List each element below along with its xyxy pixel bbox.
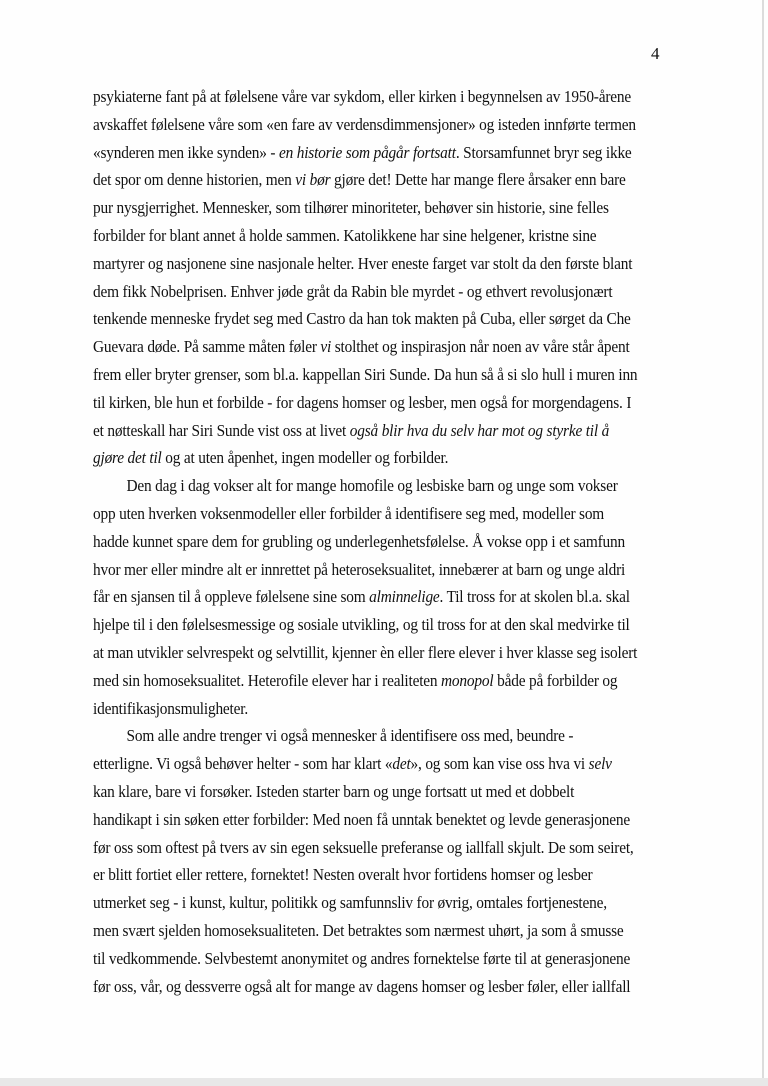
text-segment: avskaffet følelsene våre som «en fare av verdensdimmensjoner» og isteden innførte termen — [93, 114, 636, 134]
text-segment: Guevara døde. På samme måten føler — [93, 337, 321, 357]
text-segment: får en sjansen til å oppleve følelsene sine som — [93, 587, 370, 607]
text-segment: tenkende menneske frydet seg med Castro da han tok makten på Cuba, eller sørget da Che — [93, 309, 631, 329]
text-line — [93, 139, 651, 167]
text-segment: til kirken, ble hun et forbilde - for dagens homser og lesber, men også for morgendagens. I — [93, 392, 632, 412]
text-line — [93, 806, 651, 834]
text-segment: både på forbilder og — [493, 670, 618, 690]
text-segment: Som alle andre trenger vi også mennesker å identifisere oss med, beundre - — [126, 726, 574, 746]
text-line — [93, 194, 651, 222]
text-segment: det spor om denne historien, men — [93, 170, 296, 190]
text-segment: opp uten hverken voksenmodeller eller forbilder å identifisere seg med, modeller som — [93, 503, 605, 523]
text-line — [93, 556, 651, 584]
text-line — [93, 444, 651, 472]
text-segment-italic: vi bør — [295, 170, 331, 190]
text-line — [93, 834, 651, 862]
text-segment: kan klare, bare vi forsøker. Isteden starter barn og unge fortsatt ut med et dobbelt — [93, 781, 575, 801]
text-line — [93, 917, 651, 945]
text-line — [93, 250, 651, 278]
text-segment: utmerket seg - i kunst, kultur, politikk og samfunnsliv for øvrig, omtales fortjenestene, — [93, 893, 607, 913]
text-segment: pur nysgjerrighet. Mennesker, som tilhører minoriteter, behøver sin historie, sine felles — [93, 198, 609, 218]
text-line — [93, 528, 651, 556]
text-segment: med sin homoseksualitet. Heterofile elever har i realiteten — [93, 670, 442, 690]
text-segment: et nøtteskall har Siri Sunde vist oss at livet — [93, 420, 350, 440]
text-segment: forbilder for blant annet å holde sammen. Katolikkene har sine helgener, kristne sine — [93, 225, 597, 245]
text-line — [93, 278, 651, 306]
scan-bottom-edge — [0, 1078, 768, 1086]
text-segment: . Storsamfunnet bryr seg ikke — [455, 142, 632, 162]
text-segment: stolthet og inspirasjon når noen av våre står åpent — [331, 337, 630, 357]
text-segment: og at uten åpenhet, ingen modeller og forbilder. — [161, 448, 449, 468]
text-segment: før oss som oftest på tvers av sin egen seksuelle preferanse og iallfall skjult. De som seiret, — [93, 837, 634, 857]
text-segment: dem fikk Nobelprisen. Enhver jøde gråt da Rabin ble myrdet - og ethvert revolusjonært — [93, 281, 613, 301]
text-line — [93, 305, 651, 333]
text-line — [93, 722, 651, 750]
text-line — [93, 361, 651, 389]
text-line — [93, 83, 651, 111]
text-segment-italic: selv — [588, 754, 612, 774]
text-line — [93, 973, 651, 1001]
text-segment: », og som kan vise oss hva vi — [410, 754, 589, 774]
text-block — [93, 83, 651, 1000]
text-line — [93, 639, 651, 667]
text-segment-italic: det — [392, 754, 411, 774]
text-segment: Den dag i dag vokser alt for mange homofile og lesbiske barn og unge som vokser — [126, 476, 618, 496]
text-segment: identifikasjonsmuligheter. — [93, 698, 248, 718]
text-line — [93, 166, 651, 194]
text-segment: er blitt fortiet eller rettere, fornektet! Nesten overalt hvor fortidens homser og lesber — [93, 865, 593, 885]
text-line — [93, 750, 651, 778]
page-number: 4 — [651, 44, 660, 63]
text-line — [93, 945, 651, 973]
text-segment-italic: vi — [320, 337, 332, 357]
text-segment: hjelpe til i den følelsesmessige og sosiale utvikling, og til tross for at den skal medvirke til — [93, 615, 630, 635]
text-segment: til vedkommende. Selvbestemt anonymitet og andres fornektelse førte til at generasjonene — [93, 948, 631, 968]
text-segment-italic: også blir hva du selv har mot og styrke til å — [349, 420, 610, 440]
text-segment: hadde kunnet spare dem for grubling og underlegenhetsfølelse. Å vokse opp i et samfunn — [93, 531, 626, 551]
text-line — [93, 695, 651, 723]
text-segment: handikapt i sin søken etter forbilder: Med noen få unntak benektet og levde generasjonene — [93, 809, 630, 829]
text-line — [93, 778, 651, 806]
text-line — [93, 611, 651, 639]
text-segment: frem eller bryter grenser, som bl.a. kappellan Siri Sunde. Da hun så å si slo hull i muren inn — [93, 364, 638, 384]
text-segment-italic: gjøre det til — [93, 448, 162, 468]
text-line — [93, 111, 651, 139]
text-line — [93, 667, 651, 695]
text-line — [93, 333, 651, 361]
text-segment: . Til tross for at skolen bl.a. skal — [439, 587, 630, 607]
text-segment: men svært sjelden homoseksualiteten. Det betraktes som nærmest uhørt, ja som å smusse — [93, 920, 624, 940]
text-segment: hvor mer eller mindre alt er innrettet på heteroseksualitet, innebærer at barn og unge aldri — [93, 559, 626, 579]
text-segment: etterligne. Vi også behøver helter - som har klart « — [93, 754, 393, 774]
text-segment: martyrer og nasjonene sine nasjonale helter. Hver eneste farget var stolt da den første blant — [93, 253, 633, 273]
text-segment-italic: monopol — [441, 670, 494, 690]
text-segment-italic: alminnelige — [369, 587, 440, 607]
text-line — [93, 222, 651, 250]
text-segment: at man utvikler selvrespekt og selvtillit, kjenner èn eller flere elever i hver klasse seg isolert — [93, 642, 638, 662]
page-right-edge-shadow — [762, 0, 764, 1086]
text-line — [93, 861, 651, 889]
text-segment: før oss, vår, og dessverre også alt for mange av dagens homser og lesber føler, eller iallfall — [93, 976, 631, 996]
text-segment-italic: en historie som pågår fortsatt — [278, 142, 456, 162]
text-line — [93, 472, 651, 500]
text-line — [93, 500, 651, 528]
text-segment: «synderen men ikke synden» - — [93, 142, 279, 162]
text-segment: psykiaterne fant på at følelsene våre var sykdom, eller kirken i begynnelsen av 1950-årene — [93, 87, 632, 106]
text-line — [93, 389, 651, 417]
text-line — [93, 417, 651, 445]
text-line — [93, 583, 651, 611]
text-segment: gjøre det! Dette har mange flere årsaker enn bare — [330, 170, 626, 190]
text-line — [93, 889, 651, 917]
